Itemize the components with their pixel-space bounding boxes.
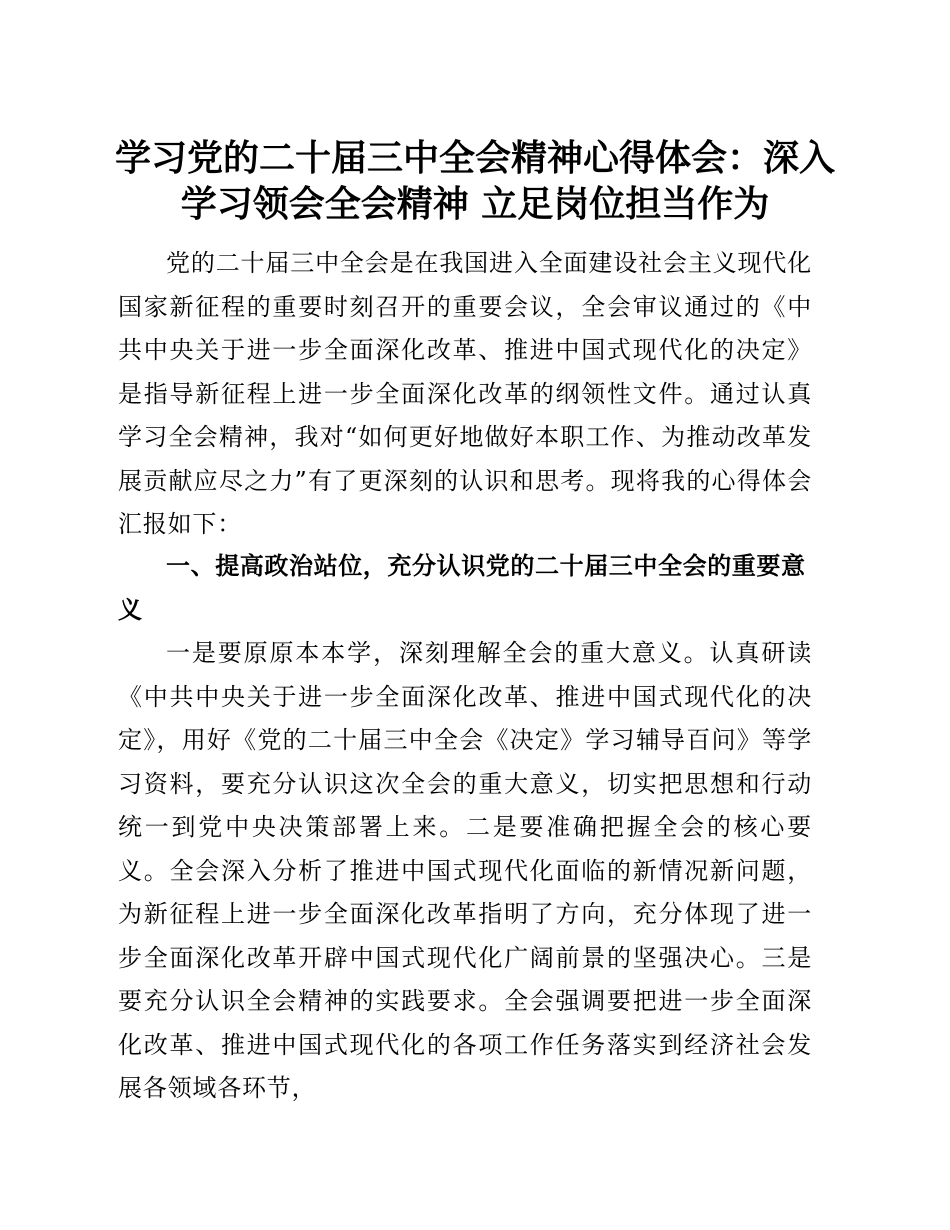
title-line-1: 学习党的二十届三中全会精神心得体会：深入: [114, 137, 835, 179]
section-1-paragraph: 一是要原原本本学，深刻理解全会的重大意义。认真研读《中共中央关于进一步全面深化改革、推进中国式现代化的决定》，用好《党的二十届三中全会《决定》学习辅导百问》等学习资料，要充分认识这次全会的重大意义，切实把思想和行动统一到党中央决策部署上来。二是要准确把握全会的核心要义。全会深入分析了推进中国式现代化面临的新情况新问题，为新征程上进一步全面深化改革指明了方向，充分体现了进一步全面深化改革开辟中国式现代化广阔前景的坚强决心。三是要充分认识全会精神的实践要求。全会强调要把进一步全面深化改革、推进中国式现代化的各项工作任务落实到经济社会发展各领域各环节，: [118, 639, 812, 1102]
intro-paragraph: 党的二十届三中全会是在我国进入全面建设社会主义现代化国家新征程的重要时刻召开的重要会议，全会审议通过的《中共中央关于进一步全面深化改革、推进中国式现代化的决定》是指导新征程上进一步全面深化改革的纲领性文件。通过认真学习全会精神，我对“如何更好地做好本职工作、为推动改革发展贡献应尽之力”有了更深刻的认识和思考。现将我的心得体会汇报如下：: [118, 249, 812, 538]
title-line-2: 学习领会全会精神 立足岗位担当作为: [180, 183, 770, 225]
section-heading-1: 一、提高政治站位，充分认识党的二十届三中全会的重要意义: [118, 552, 806, 624]
document-title: [100, 135, 850, 227]
